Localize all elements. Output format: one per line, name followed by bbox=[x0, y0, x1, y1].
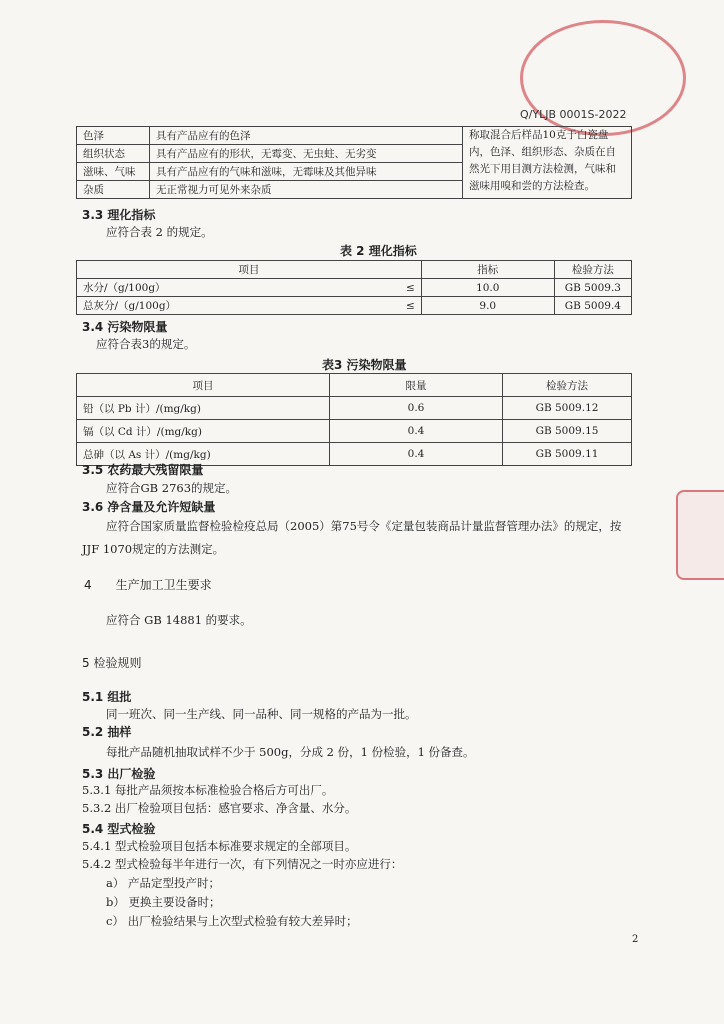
section-5-2-title: 5.2 抽样 bbox=[82, 725, 132, 739]
section-5-4-2: 5.4.2 型式检验每半年进行一次，有下列情况之一时亦应进行： bbox=[82, 857, 403, 871]
cell: GB 5009.11 bbox=[503, 443, 632, 466]
sensory-table bbox=[76, 126, 632, 199]
cell: 具有产品应有的气味和滋味，无霉味及其他异味 bbox=[150, 163, 463, 181]
cell: 10.0 bbox=[421, 279, 554, 297]
cell: 铅（以 Pb 计）/(mg/kg) bbox=[77, 397, 330, 420]
header-cell: 指标 bbox=[421, 261, 554, 279]
section-3-5-title: 3.5 农药最大残留限量 bbox=[82, 463, 204, 477]
section-5-2-text: 每批产品随机抽取试样不少于 500g，分成 2 份，1 份检验，1 份备查。 bbox=[106, 745, 475, 759]
cell: ≤ bbox=[289, 297, 421, 315]
method-cell bbox=[463, 127, 632, 199]
section-5-4-title: 5.4 型式检验 bbox=[82, 822, 156, 836]
doc-number: Q/YLJB 0001S-2022 bbox=[520, 108, 627, 121]
cell: 色泽 bbox=[77, 127, 150, 145]
section-3-6-text-2: JJF 1070规定的方法测定。 bbox=[82, 542, 225, 556]
cell: 具有产品应有的形状，无霉变、无虫蛀、无劣变 bbox=[150, 145, 463, 163]
cell: GB 5009.12 bbox=[503, 397, 632, 420]
section-3-4-text: 应符合表3的规定。 bbox=[96, 337, 196, 351]
header-cell: 检验方法 bbox=[503, 374, 632, 397]
section-5-1-text: 同一班次、同一生产线、同一品种、同一规格的产品为一批。 bbox=[106, 707, 417, 721]
table-row bbox=[77, 297, 632, 315]
cell: 杂质 bbox=[77, 181, 150, 199]
header-cell: 检验方法 bbox=[554, 261, 631, 279]
table2 bbox=[76, 260, 632, 315]
cell: 0.4 bbox=[330, 443, 503, 466]
table3-caption: 表3 污染物限量 bbox=[322, 358, 407, 372]
cell: GB 5009.4 bbox=[554, 297, 631, 315]
header-cell: 限量 bbox=[330, 374, 503, 397]
section-3-3-title: 3.3 理化指标 bbox=[82, 208, 156, 222]
section-5-1-title: 5.1 组批 bbox=[82, 690, 132, 704]
line: 内，色泽、组织形态、杂质在自 bbox=[469, 146, 616, 158]
cell: 滋味、气味 bbox=[77, 163, 150, 181]
table-row bbox=[77, 397, 632, 420]
line: 然光下用目测方法检测，气味和 bbox=[469, 163, 616, 175]
red-stamp bbox=[676, 490, 724, 580]
table-row bbox=[77, 279, 632, 297]
cell: 0.4 bbox=[330, 420, 503, 443]
header-cell: 项目 bbox=[77, 261, 422, 279]
table-header bbox=[77, 374, 632, 397]
section-5-3-1: 5.3.1 每批产品须按本标准检验合格后方可出厂。 bbox=[82, 783, 334, 797]
cell: 总灰分/（g/100g） bbox=[77, 297, 290, 315]
cell: 9.0 bbox=[421, 297, 554, 315]
cell: 水分/（g/100g） bbox=[77, 279, 290, 297]
cell: 具有产品应有的色泽 bbox=[150, 127, 463, 145]
section-4-title: 4 生产加工卫生要求 bbox=[84, 578, 212, 592]
section-5-4-1: 5.4.1 型式检验项目包括本标准要求规定的全部项目。 bbox=[82, 839, 357, 853]
cell: 组织状态 bbox=[77, 145, 150, 163]
table-row bbox=[77, 127, 632, 145]
table3 bbox=[76, 373, 632, 466]
section-3-6-text: 应符合国家质量监督检验检疫总局（2005）第75号令《定量包装商品计量监督管理办法》的规定，按 bbox=[106, 519, 622, 533]
cell: 0.6 bbox=[330, 397, 503, 420]
section-5-3-title: 5.3 出厂检验 bbox=[82, 767, 156, 781]
page-number: 2 bbox=[632, 934, 639, 945]
table2-caption: 表 2 理化指标 bbox=[340, 244, 417, 258]
header-cell: 项目 bbox=[77, 374, 330, 397]
section-3-4-title: 3.4 污染物限量 bbox=[82, 320, 168, 334]
list-item-b: b） 更换主要设备时； bbox=[106, 895, 221, 909]
cell: 总砷（以 As 计）/(mg/kg) bbox=[77, 443, 330, 466]
line: 滋味用嗅和尝的方法检查。 bbox=[469, 180, 595, 192]
list-item-c: c） 出厂检验结果与上次型式检验有较大差异时； bbox=[106, 914, 358, 928]
cell: ≤ bbox=[289, 279, 421, 297]
section-3-5-text: 应符合GB 2763的规定。 bbox=[106, 481, 238, 495]
cell: GB 5009.15 bbox=[503, 420, 632, 443]
section-4-text: 应符合 GB 14881 的要求。 bbox=[106, 613, 252, 627]
table-header bbox=[77, 261, 632, 279]
cell: GB 5009.3 bbox=[554, 279, 631, 297]
section-5-3-2: 5.3.2 出厂检验项目包括：感官要求、净含量、水分。 bbox=[82, 801, 357, 815]
cell: 镉（以 Cd 计）/(mg/kg) bbox=[77, 420, 330, 443]
section-3-6-title: 3.6 净含量及允许短缺量 bbox=[82, 500, 216, 514]
section-3-3-text: 应符合表 2 的规定。 bbox=[106, 225, 213, 239]
list-item-a: a） 产品定型投产时； bbox=[106, 876, 221, 890]
section-5-title: 5 检验规则 bbox=[82, 656, 142, 670]
cell: 无正常视力可见外来杂质 bbox=[150, 181, 463, 199]
line: 称取混合后样品10克于白瓷盘 bbox=[469, 129, 609, 141]
table-row bbox=[77, 420, 632, 443]
